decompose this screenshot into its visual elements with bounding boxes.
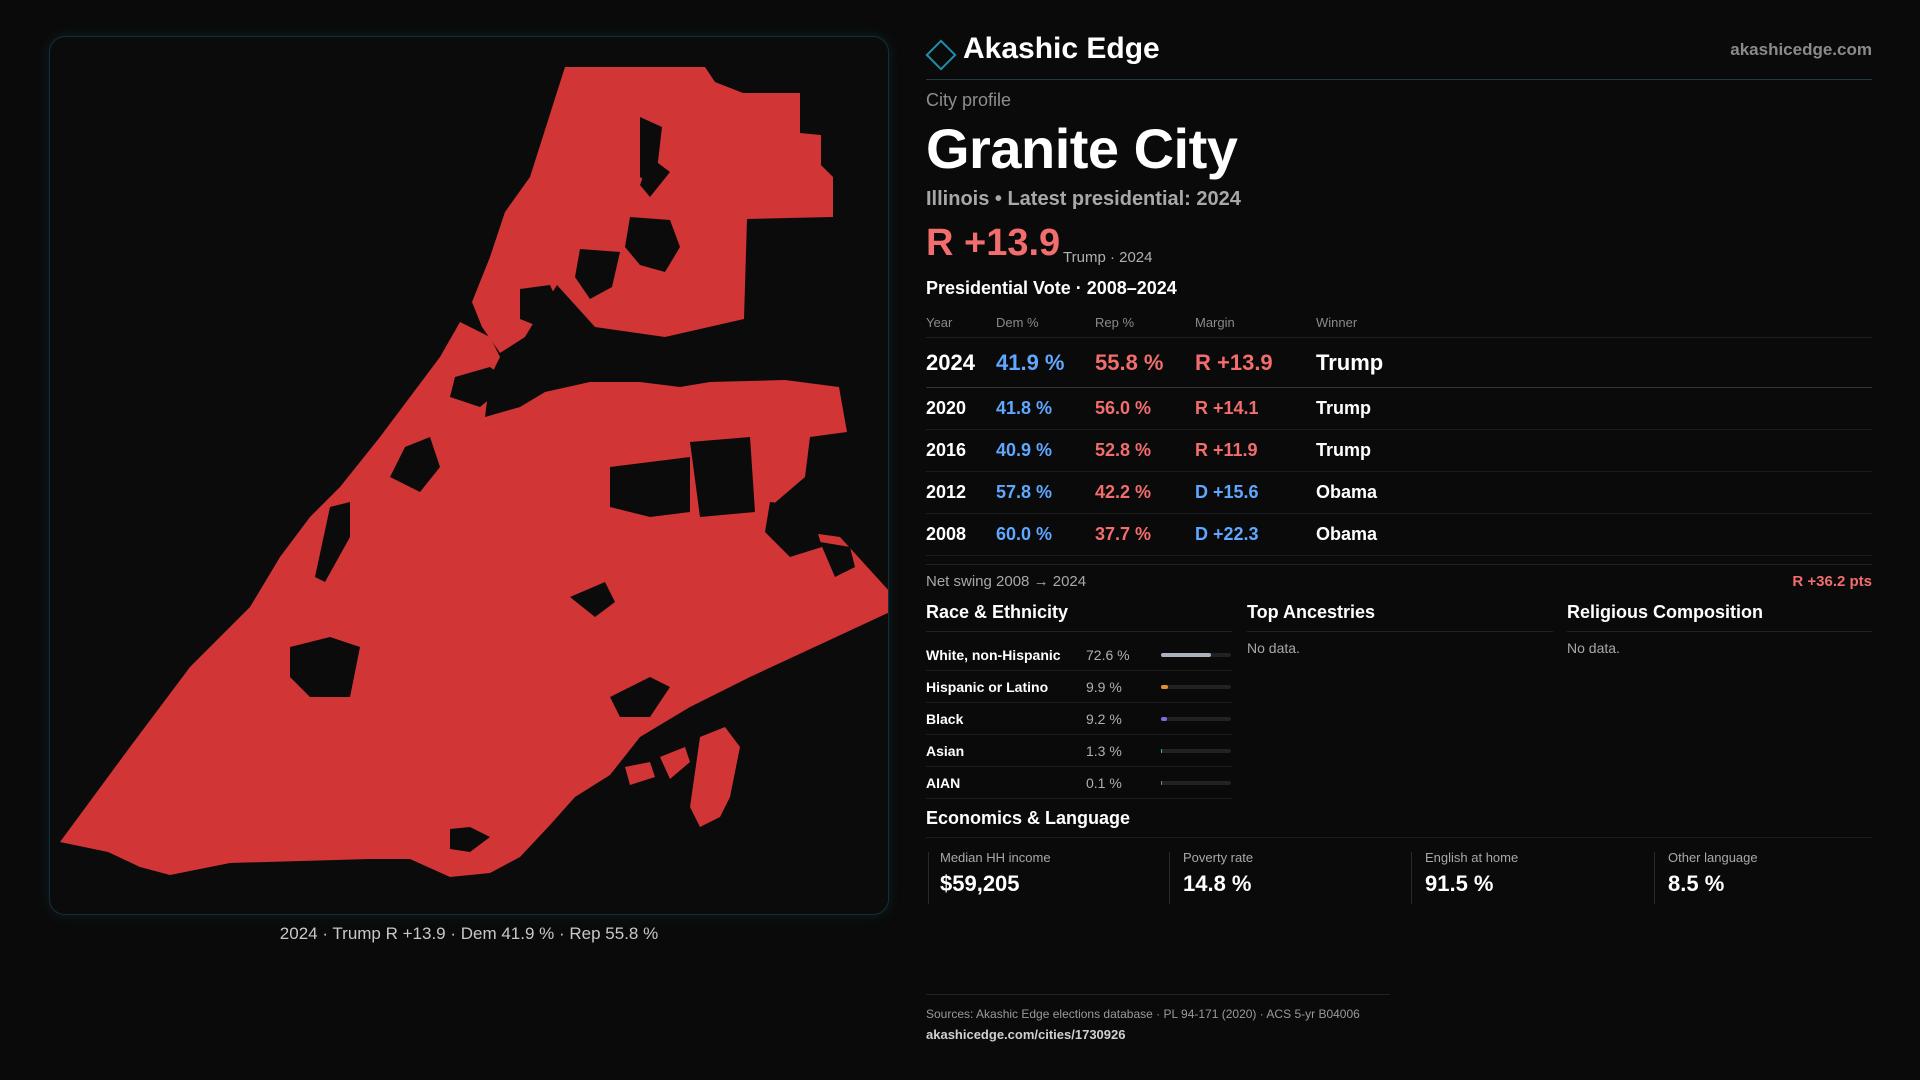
- latest-margin: R +13.9: [926, 222, 1061, 264]
- stat-median-income: [926, 850, 1168, 908]
- city-map[interactable]: [49, 36, 889, 915]
- net-swing-value: R +36.2 pts: [1792, 573, 1872, 590]
- site-header: [926, 30, 1872, 80]
- vote-section-title: Presidential Vote · 2008–2024: [926, 278, 1177, 298]
- religion-empty: No data.: [1567, 640, 1620, 656]
- row-year: 2024: [926, 350, 975, 375]
- city-subtitle: Illinois • Latest presidential: 2024: [926, 188, 1241, 210]
- row-rep: 52.8 %: [1095, 440, 1152, 460]
- ancestries-section-title: Top Ancestries: [1247, 602, 1553, 632]
- header-dem: Dem %: [996, 315, 1039, 330]
- row-rep: 56.0 %: [1095, 398, 1152, 418]
- row-year: 2020: [926, 398, 967, 418]
- table-row: [926, 388, 1872, 430]
- race-row: [926, 639, 1232, 671]
- race-row: [926, 703, 1232, 735]
- race-label: Hispanic or Latino: [926, 679, 1049, 695]
- row-year: 2016: [926, 440, 967, 460]
- row-margin: R +14.1: [1195, 398, 1259, 418]
- row-margin: D +15.6: [1195, 482, 1259, 502]
- race-pct: 9.2 %: [1086, 711, 1122, 727]
- page-title: Granite City: [926, 117, 1238, 180]
- sources-url-link[interactable]: akashicedge.com/cities/1730926: [926, 1027, 1126, 1042]
- stat-value: 14.8 %: [1183, 871, 1252, 896]
- race-bar-track: [1161, 685, 1231, 689]
- race-row: [926, 671, 1232, 703]
- row-rep: 55.8 %: [1095, 350, 1164, 375]
- row-margin: R +13.9: [1195, 350, 1273, 375]
- net-swing: [926, 564, 1872, 594]
- row-winner: Trump: [1316, 440, 1372, 460]
- race-label: Asian: [926, 743, 965, 759]
- race-bar-fill: [1161, 653, 1211, 657]
- race-pct: 72.6 %: [1086, 647, 1130, 663]
- row-dem: 41.9 %: [996, 350, 1065, 375]
- row-margin: D +22.3: [1195, 524, 1259, 544]
- row-dem: 41.8 %: [996, 398, 1053, 418]
- stat-other-language: [1654, 850, 1872, 908]
- latest-margin-note: Trump · 2024: [1063, 249, 1153, 266]
- row-rep: 37.7 %: [1095, 524, 1152, 544]
- race-bar-fill: [1161, 685, 1168, 689]
- header-margin: Margin: [1195, 315, 1235, 330]
- religion-section-title: Religious Composition: [1567, 602, 1872, 632]
- race-bar-track: [1161, 781, 1231, 785]
- row-winner: Trump: [1316, 350, 1384, 375]
- header-year: Year: [926, 315, 953, 330]
- race-label: Black: [926, 711, 964, 727]
- race-bar-track: [1161, 653, 1231, 657]
- row-year: 2012: [926, 482, 967, 502]
- row-winner: Obama: [1316, 482, 1378, 502]
- race-pct: 0.1 %: [1086, 775, 1122, 791]
- row-rep: 42.2 %: [1095, 482, 1152, 502]
- page-eyebrow: City profile: [926, 90, 1012, 110]
- stat-value: 91.5 %: [1425, 871, 1494, 896]
- race-row: [926, 735, 1232, 767]
- brand-logo-icon: [925, 39, 956, 70]
- row-dem: 60.0 %: [996, 524, 1053, 544]
- header-rep: Rep %: [1095, 315, 1135, 330]
- vote-table: [926, 308, 1872, 556]
- race-row: [926, 767, 1232, 799]
- race-label: AIAN: [926, 775, 961, 791]
- row-year: 2008: [926, 524, 967, 544]
- stat-label: Other language: [1668, 850, 1758, 865]
- row-winner: Obama: [1316, 524, 1378, 544]
- ancestries-section: [1247, 602, 1553, 656]
- stat-label: English at home: [1425, 850, 1519, 865]
- row-winner: Trump: [1316, 398, 1372, 418]
- stat-value: $59,205: [940, 871, 1020, 896]
- row-dem: 57.8 %: [996, 482, 1053, 502]
- race-section-title: Race & Ethnicity: [926, 602, 1232, 632]
- header-winner: Winner: [1316, 315, 1358, 330]
- table-row: [926, 514, 1872, 556]
- ancestries-empty: No data.: [1247, 640, 1300, 656]
- stat-label: Poverty rate: [1183, 850, 1254, 865]
- table-row: [926, 338, 1872, 388]
- row-dem: 40.9 %: [996, 440, 1053, 460]
- city-boundary-shape: [60, 67, 889, 877]
- race-bar-fill: [1161, 781, 1162, 785]
- economics-section-title: Economics & Language: [926, 808, 1131, 828]
- stat-label: Median HH income: [940, 850, 1051, 865]
- table-row: [926, 430, 1872, 472]
- vote-table-header: [926, 308, 1872, 338]
- row-margin: R +11.9: [1195, 440, 1258, 460]
- stat-english-home: [1411, 850, 1654, 908]
- sources-note: Sources: Akashic Edge elections database · PL 94-171 (2020) · ACS 5-yr B04006: [926, 994, 1390, 1021]
- net-swing-label: Net swing 2008 → 2024: [926, 573, 1087, 590]
- race-bar-fill: [1161, 717, 1167, 721]
- brand-url-link[interactable]: akashicedge.com: [1730, 40, 1872, 59]
- race-pct: 9.9 %: [1086, 679, 1122, 695]
- race-bar-track: [1161, 717, 1231, 721]
- race-bar-track: [1161, 749, 1231, 753]
- economics-divider: [926, 837, 1872, 838]
- race-section: [926, 602, 1232, 632]
- city-boundary-map: [50, 37, 889, 915]
- table-row: [926, 472, 1872, 514]
- stat-poverty-rate: [1169, 850, 1411, 908]
- race-label: White, non-Hispanic: [926, 647, 1061, 663]
- religion-section: [1567, 602, 1872, 656]
- race-pct: 1.3 %: [1086, 743, 1122, 759]
- map-caption: 2024 · Trump R +13.9 · Dem 41.9 % · Rep 55.8 %: [279, 924, 659, 943]
- stat-value: 8.5 %: [1668, 871, 1725, 896]
- race-bar-fill: [1161, 749, 1162, 753]
- brand-name[interactable]: Akashic Edge: [963, 32, 1160, 65]
